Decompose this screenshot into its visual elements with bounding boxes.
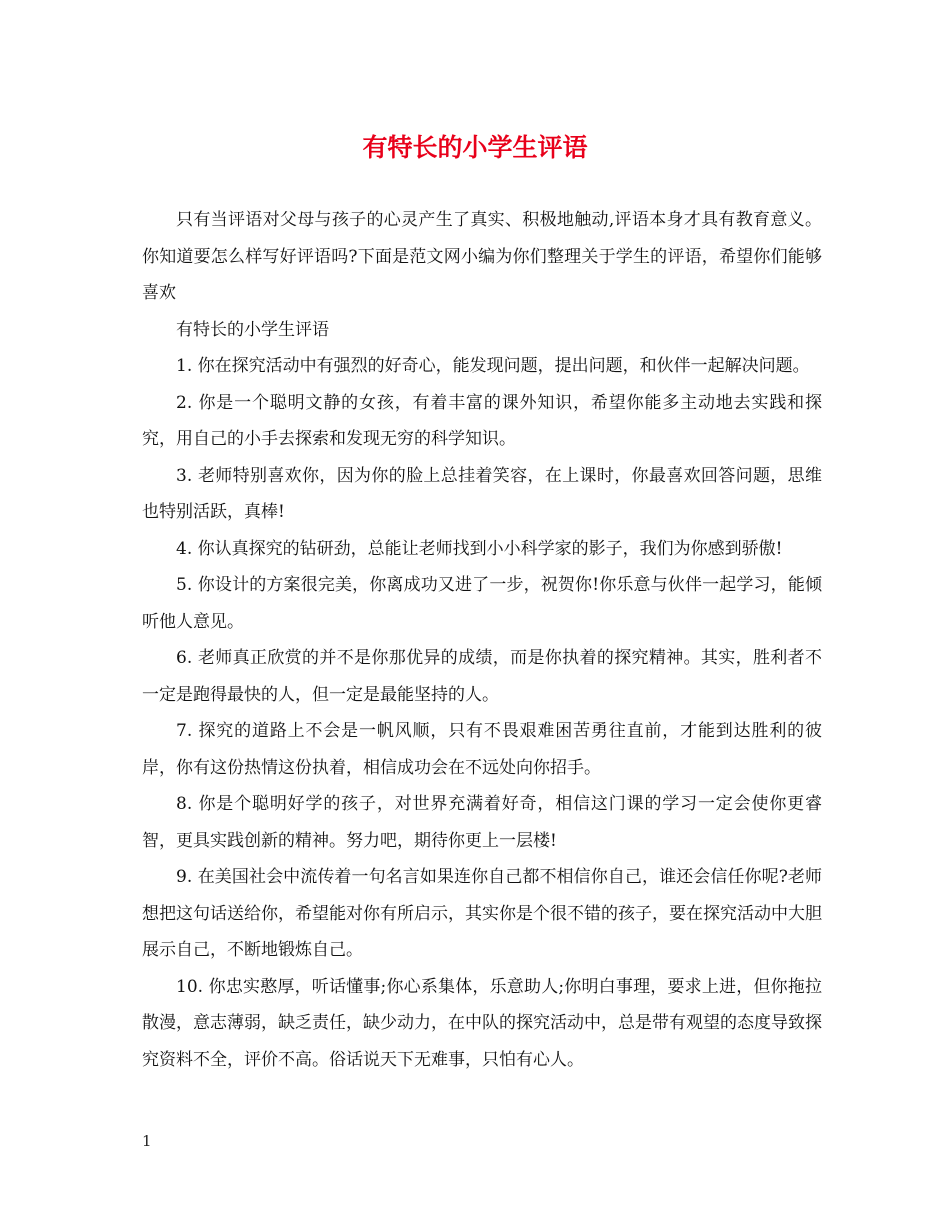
comment-item-7: 7. 探究的道路上不会是一帆风顺，只有不畏艰难困苦勇往直前，才能到达胜利的彼岸，你有这份热情这份执着，相信成功会在不远处向你招手。	[142, 721, 822, 778]
document-title: 有特长的小学生评语	[362, 133, 588, 162]
comment-item-8: 8. 你是个聪明好学的孩子，对世界充满着好奇，相信这门课的学习一定会使你更睿智，更具实践创新的精神。努力吧，期待你更上一层楼!	[142, 794, 822, 851]
comment-item-2: 2. 你是一个聪明文静的女孩，有着丰富的课外知识，希望你能多主动地去实践和探究，用自己的小手去探索和发现无穷的科学知识。	[142, 392, 822, 449]
document-body	[142, 202, 822, 1078]
comment-item-9: 9. 在美国社会中流传着一句名言如果连你自己都不相信你自己，谁还会信任你呢?老师想把这句话送给你，希望能对你有所启示，其实你是个很不错的孩子，要在探究活动中大胆展示自己，不断地锻炼自己。	[142, 867, 822, 960]
section-subtitle: 有特长的小学生评语	[176, 319, 329, 340]
page-number: 1	[142, 1132, 152, 1150]
comment-item-6: 6. 老师真正欣赏的并不是你那优异的成绩，而是你执着的探究精神。其实，胜利者不一定是跑得最快的人，但一定是最能坚持的人。	[142, 648, 822, 705]
comment-item-5: 5. 你设计的方案很完美，你离成功又进了一步，祝贺你!你乐意与伙伴一起学习，能倾听他人意见。	[142, 575, 822, 632]
comment-item-3: 3. 老师特别喜欢你，因为你的脸上总挂着笑容，在上课时，你最喜欢回答问题，思维也特别活跃，真棒!	[142, 465, 822, 522]
comment-item-1: 1. 你在探究活动中有强烈的好奇心，能发现问题，提出问题，和伙伴一起解决问题。	[176, 356, 810, 376]
comment-item-10: 10. 你忠实憨厚，听话懂事;你心系集体，乐意助人;你明白事理，要求上进，但你拖拉散漫，意志薄弱，缺乏责任，缺少动力，在中队的探究活动中，总是带有观望的态度导致探究资料不全，评价不高。俗话说天下无难事，只怕有心人。	[142, 976, 822, 1070]
comment-item-4: 4. 你认真探究的钻研劲，总能让老师找到小小科学家的影子，我们为你感到骄傲!	[176, 538, 783, 559]
intro-paragraph: 只有当评语对父母与孩子的心灵产生了真实、积极地触动,评语本身才具有教育意义。你知道要怎么样写好评语吗?下面是范文网小编为你们整理关于学生的评语，希望你们能够喜欢	[142, 210, 822, 303]
